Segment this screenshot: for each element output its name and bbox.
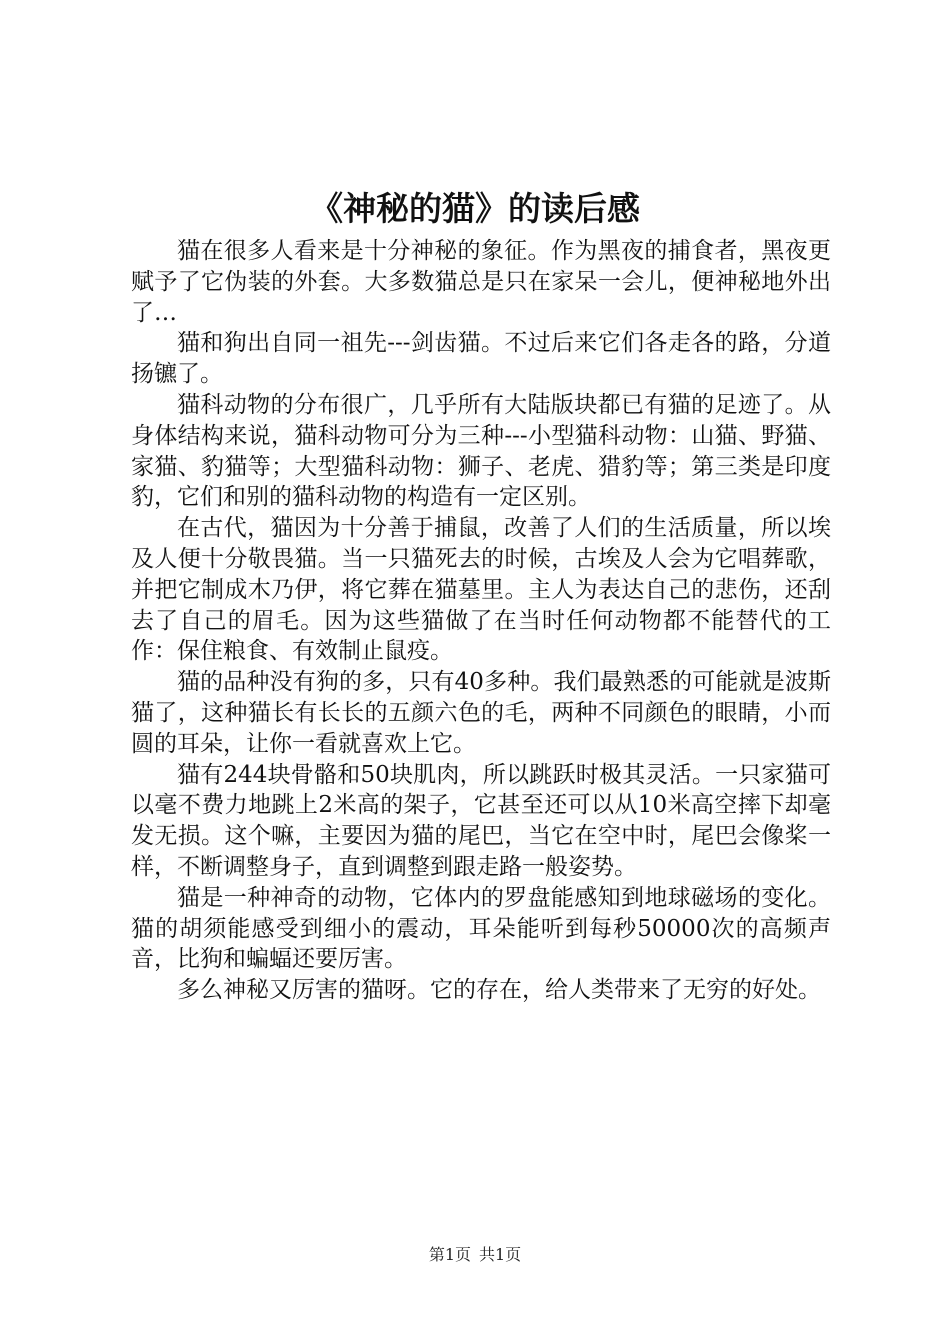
paragraph-3: 猫科动物的分布很广，几乎所有大陆版块都已有猫的足迹了。从身体结构来说，猫科动物可分为三种---小型猫科动物：山猫、野猫、家猫、豹猫等；大型猫科动物：狮子、老虎、猎豹等；第三类是印度豹，它们和别的猫科动物的构造有一定区别。 — [131, 391, 831, 511]
page-total: 共1页 — [479, 1245, 522, 1264]
paragraph-1: 猫在很多人看来是十分神秘的象征。作为黑夜的捕食者，黑夜更赋予了它伪装的外套。大多数猫总是只在家呆一会儿，便神秘地外出了… — [131, 238, 831, 326]
page-number: 第1页 — [428, 1245, 471, 1264]
paragraph-6: 猫有244块骨骼和50块肌肉，所以跳跃时极其灵活。一只家猫可以毫不费力地跳上2米高的架子，它甚至还可以从10米高空摔下却毫发无损。这个嘛，主要因为猫的尾巴，当它在空中时，尾巴会像桨一样，不断调整身子，直到调整到跟走路一般姿势。 — [131, 761, 831, 880]
paragraph-8: 多么神秘又厉害的猫呀。它的存在，给人类带来了无穷的好处。 — [177, 977, 821, 1004]
paragraph-4: 在古代，猫因为十分善于捕鼠，改善了人们的生活质量，所以埃及人便十分敬畏猫。当一只猫死去的时候，古埃及人会为它唱葬歌，并把它制成木乃伊，将它葬在猫墓里。主人为表达自己的悲伤，还刮去了自己的眉毛。因为这些猫做了在当时任何动物都不能替代的工作：保住粮食、有效制止鼠疫。 — [131, 515, 831, 665]
page-footer — [0, 1243, 950, 1267]
document-title: 《神秘的猫》的读后感 — [310, 189, 640, 228]
paragraph-5: 猫的品种没有狗的多，只有40多种。我们最熟悉的可能就是波斯猫了，这种猫长有长长的五颜六色的毛，两种不同颜色的眼睛，小而圆的耳朵，让你一看就喜欢上它。 — [131, 669, 831, 757]
document-body — [131, 236, 831, 1006]
paragraph-7: 猫是一种神奇的动物，它体内的罗盘能感知到地球磁场的变化。猫的胡须能感受到细小的震动，耳朵能听到每秒50000次的高频声音，比狗和蝙蝠还要厉害。 — [131, 884, 831, 973]
paragraph-2: 猫和狗出自同一祖先---剑齿猫。不过后来它们各走各的路，分道扬镳了。 — [131, 330, 831, 388]
